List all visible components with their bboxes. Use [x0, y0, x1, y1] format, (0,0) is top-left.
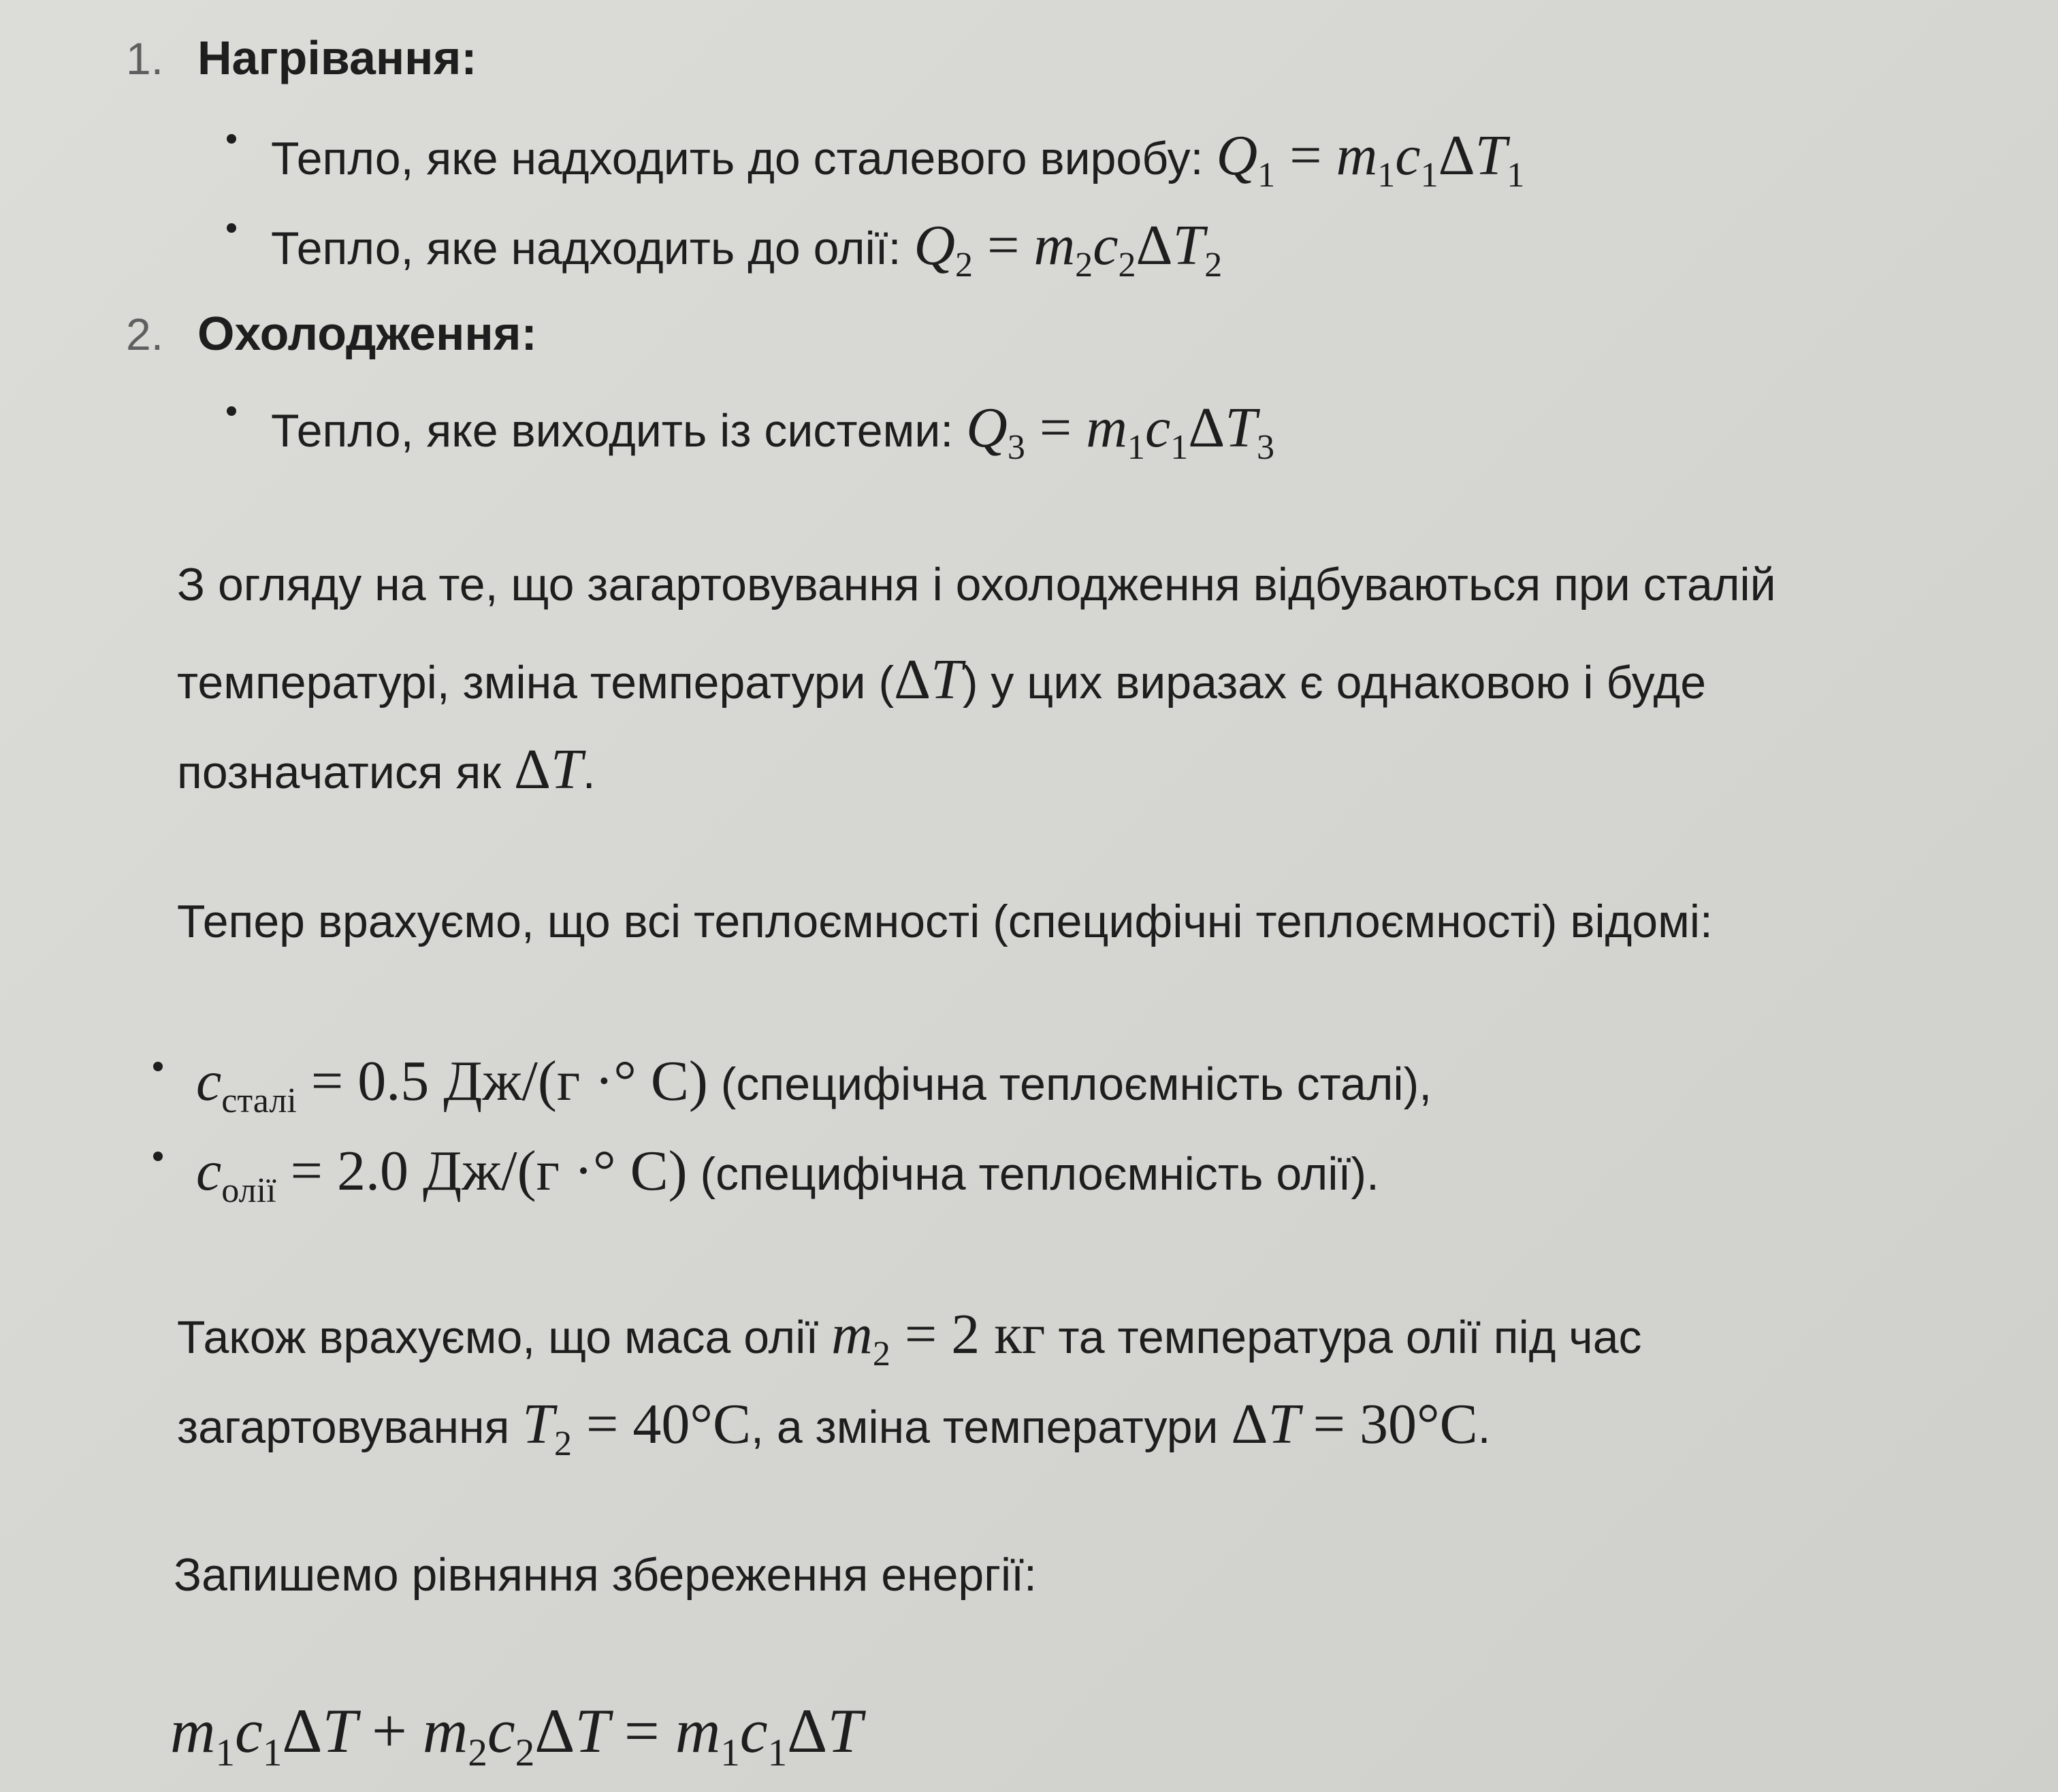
formula-q2: $Q_2 = m_2c_2\Delta T_2$: [914, 214, 1223, 285]
formula-delta-t-value: ΔT = 30°C: [1231, 1392, 1478, 1456]
formula-q3: $Q_3 = m_1c_1\Delta T_3$: [966, 396, 1275, 468]
paragraph-line: Тепер врахуємо, що всі теплоємності (специфічні теплоємності) відомі:: [177, 896, 1713, 947]
bullet-icon: [227, 406, 236, 416]
subitem-text: Тепло, яке виходить із системи:: [271, 405, 967, 457]
subitem-text: Тепло, яке надходить до олії:: [271, 223, 914, 274]
subitem-text: Тепло, яке надходить до сталевого виробу:: [271, 133, 1217, 184]
formula-c-steel: $c_{сталі} = 0.5$ Дж/(г ·° C): [196, 1049, 708, 1121]
formula-delta-t: ΔT: [514, 738, 583, 801]
paragraph-text: .: [582, 747, 596, 798]
paragraph-text: Також врахуємо, що маса олії: [177, 1312, 832, 1363]
list-item-heating: [126, 31, 477, 85]
paragraph-line: [177, 647, 1706, 713]
paragraph-line: З огляду на те, що загартовування і охолодження відбуваються при сталій: [177, 559, 1776, 610]
list-subitem-q3: [271, 395, 1274, 468]
paragraph-text: .: [1477, 1401, 1491, 1453]
specific-heat-note: (специфічна теплоємність олії).: [687, 1148, 1379, 1200]
list-subitem-q2: [271, 212, 1222, 285]
energy-equation: [170, 1695, 862, 1775]
list-number: 2.: [126, 309, 164, 359]
list-number: 1.: [126, 33, 164, 84]
paragraph-text: ) у цих виразах є однаковою і буде: [962, 657, 1707, 708]
bullet-icon: [153, 1062, 163, 1071]
list-item-cooling: [126, 306, 537, 361]
paragraph-line: [177, 1391, 1491, 1464]
list-subitem-q1: [271, 123, 1524, 195]
bullet-icon: [227, 134, 236, 144]
paragraph-text: та температура олії під час: [1045, 1312, 1642, 1363]
formula-energy-balance: $m_1c_1\Delta T + m_2c_2\Delta T = m_1c_1\Delta T$: [170, 1696, 863, 1774]
paragraph-text: температурі, зміна температури (: [177, 657, 895, 708]
paragraph-text: загартовування: [177, 1401, 523, 1453]
formula-delta-t: ΔT: [894, 648, 963, 711]
paragraph-text: позначатися як: [177, 747, 514, 798]
formula-t2: $T_2 = 40^\circ C$: [522, 1392, 752, 1464]
list-heading-cooling: Охолодження:: [197, 307, 537, 360]
formula-q1: $Q_1 = m_1c_1\Delta T_1$: [1216, 124, 1525, 195]
bullet-icon: [227, 223, 236, 233]
bullet-icon: [153, 1152, 163, 1161]
paragraph-line: Запишемо рівняння збереження енергії:: [174, 1549, 1037, 1601]
paragraph-line: [177, 1301, 1642, 1374]
specific-heat-steel: [196, 1048, 1432, 1121]
formula-m2: $m_2 = 2$ кг: [831, 1303, 1046, 1374]
specific-heat-note: (специфічна теплоємність сталі),: [707, 1058, 1432, 1110]
specific-heat-oil: [196, 1138, 1379, 1211]
paragraph-line: [177, 736, 596, 802]
formula-c-oil: $c_{олії} = 2.0$ Дж/(г ·° C): [196, 1139, 688, 1211]
paragraph-text: , а зміна температури: [751, 1401, 1232, 1453]
list-heading-heating: Нагрівання:: [197, 31, 477, 84]
